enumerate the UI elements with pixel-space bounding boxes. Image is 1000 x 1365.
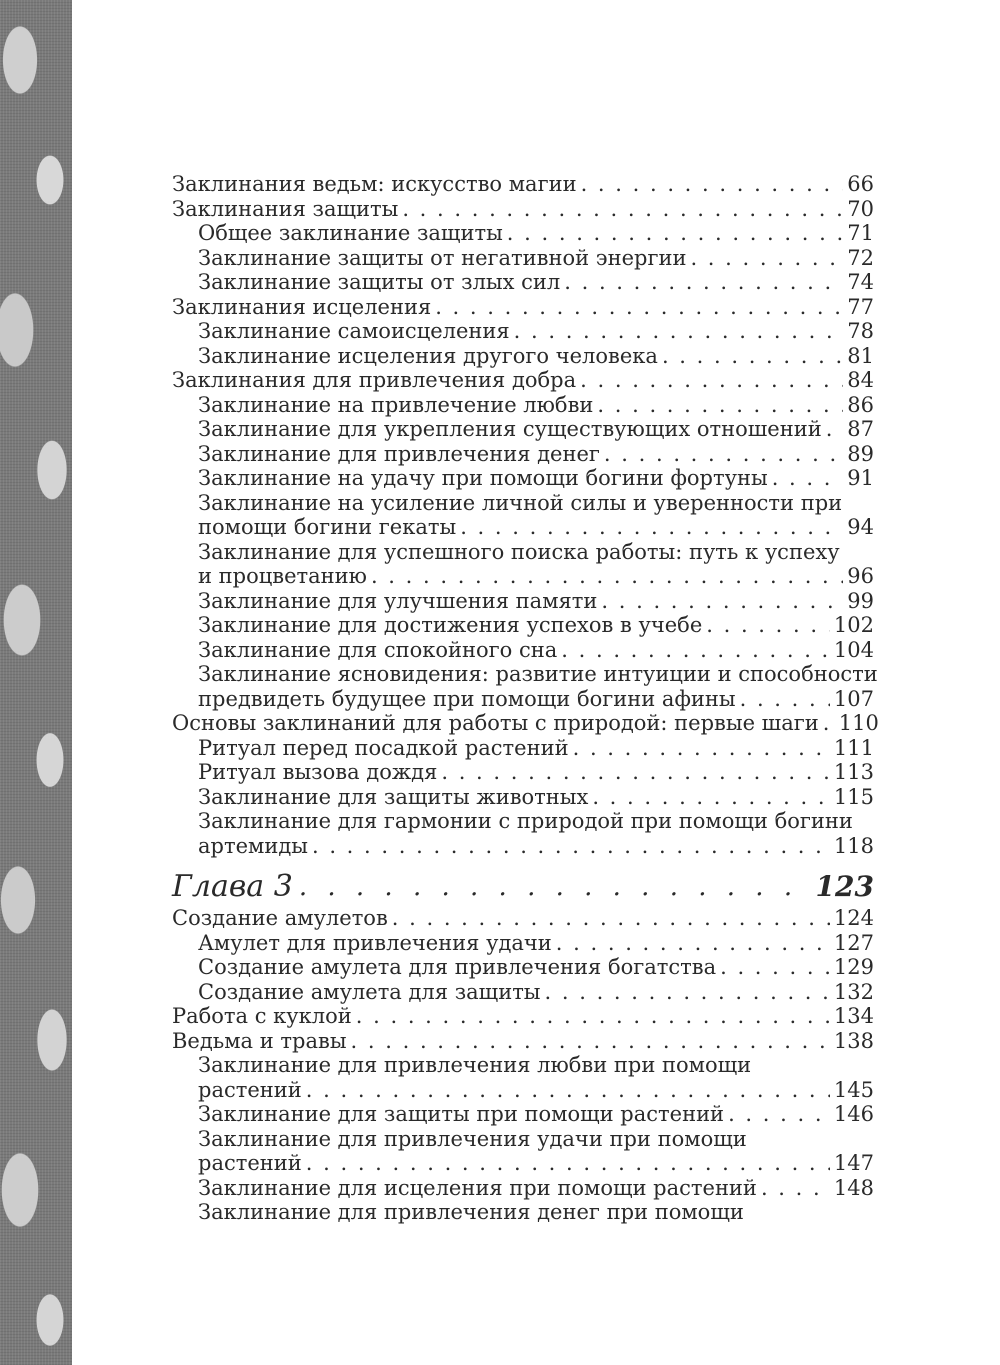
toc-entry[interactable] <box>172 540 874 589</box>
leader-dots <box>601 589 843 614</box>
toc-entry[interactable] <box>172 1200 874 1225</box>
toc-entry[interactable] <box>172 1127 874 1176</box>
toc-entry-continuation-line <box>198 687 874 712</box>
toc-entry-title: Заклинания ведьм: искусство магии <box>172 172 577 196</box>
leader-dots <box>580 368 843 393</box>
toc-entry[interactable] <box>172 931 874 956</box>
toc-entry-title: Заклинание на удачу при помощи богини фортуны <box>198 466 768 490</box>
leader-dots <box>435 295 843 320</box>
toc-entry[interactable] <box>172 736 874 761</box>
leader-dots <box>299 868 810 906</box>
toc-entry-page: 71 <box>847 221 874 245</box>
leader-dots <box>826 417 844 442</box>
toc-entry-page: 86 <box>847 392 874 417</box>
toc-entry-page: 134 <box>833 1004 874 1028</box>
leader-dots <box>392 906 830 931</box>
toc-section-2 <box>172 906 874 1225</box>
toc-entry-page: 107 <box>833 686 874 711</box>
toc-entry-page: 94 <box>847 515 874 539</box>
toc-entry-page: 72 <box>847 245 874 270</box>
toc-entry[interactable] <box>172 442 874 467</box>
toc-entry[interactable] <box>172 491 874 540</box>
toc-entry-title: Ритуал перед посадкой растений <box>198 735 569 760</box>
toc-entry-title: Заклинание исцеления другого человека <box>198 343 658 368</box>
toc-entry-title: Заклинание для привлечения денег <box>198 441 600 466</box>
toc-entry-title: Заклинание для укрепления существующих отношений <box>198 417 822 441</box>
toc-entry-page: 148 <box>833 1175 874 1200</box>
leader-dots <box>564 270 843 295</box>
toc-entry-page: 132 <box>833 979 874 1004</box>
leader-dots <box>597 393 843 418</box>
toc-entry-title: Общее заклинание защиты <box>198 221 503 245</box>
toc-entry-page: 124 <box>833 906 874 930</box>
toc-entry-page: 96 <box>847 564 874 588</box>
toc-entry-page: 89 <box>847 441 874 466</box>
leader-dots <box>823 711 835 736</box>
leader-dots <box>441 760 830 785</box>
toc-entry[interactable] <box>172 417 874 442</box>
toc-entry[interactable] <box>172 906 874 931</box>
toc-entry-page: 74 <box>847 270 874 294</box>
toc-section-1 <box>172 172 879 858</box>
leader-dots <box>761 1176 830 1201</box>
toc-entry-page: 81 <box>847 343 874 368</box>
toc-entry[interactable] <box>172 662 878 711</box>
toc-entry[interactable] <box>172 197 874 222</box>
leader-dots <box>545 980 830 1005</box>
toc-entry[interactable] <box>172 246 874 271</box>
toc-entry-title-continued: растений <box>198 1151 302 1175</box>
leader-dots <box>507 221 843 246</box>
leader-dots <box>306 1151 830 1176</box>
toc-entry-title: Заклинание для исцеления при помощи растений <box>198 1175 757 1200</box>
toc-entry[interactable] <box>172 1029 874 1054</box>
toc-entry-page: 104 <box>833 637 874 662</box>
toc-entry-title: Основы заклинаний для работы с природой: первые шаги <box>172 711 819 735</box>
toc-entry-title: Заклинание для привлечения удачи при помощи <box>198 1126 747 1151</box>
leader-dots <box>402 197 843 222</box>
toc-entry-page: 146 <box>833 1102 874 1126</box>
toc-entry-page: 115 <box>833 784 874 809</box>
toc-entry-page: 87 <box>847 417 874 441</box>
toc-entry-page: 147 <box>833 1151 874 1175</box>
leader-dots <box>581 172 844 197</box>
toc-entry-continuation-line <box>198 1078 874 1103</box>
leader-dots <box>720 955 830 980</box>
toc-entry-title: Амулет для привлечения удачи <box>198 930 552 955</box>
toc-entry-title: Заклинание для привлечения любви при помощи <box>198 1053 752 1077</box>
toc-entry-title: Ведьма и травы <box>172 1028 347 1053</box>
toc-entry-title: Заклинания для привлечения добра <box>172 368 577 392</box>
toc-entry-continuation-line <box>198 564 874 589</box>
toc-entry-title: Создание амулета для привлечения богатства <box>198 955 717 979</box>
toc-entry[interactable] <box>172 589 874 614</box>
toc-entry-title-continued: помощи богини гекаты <box>198 515 457 539</box>
toc-entry-title: Заклинания исцеления <box>172 294 432 319</box>
toc-entry[interactable] <box>172 221 874 246</box>
toc-entry-title: Заклинание для успешного поиска работы: путь к успеху <box>198 539 840 564</box>
toc-entry-title: Создание амулета для защиты <box>198 979 541 1004</box>
toc-entry[interactable] <box>172 955 874 980</box>
toc-entry-page: 70 <box>847 196 874 221</box>
leader-dots <box>312 834 830 859</box>
decorative-leaf-border <box>0 0 72 1365</box>
toc-entry-page: 127 <box>833 930 874 955</box>
toc-entry[interactable] <box>172 809 874 858</box>
toc-entry-title: Ритуал вызова дождя <box>198 760 438 784</box>
leader-dots <box>371 564 843 589</box>
toc-entry[interactable] <box>172 319 874 344</box>
leader-dots <box>740 687 830 712</box>
toc-entry-title: Заклинание ясновидения: развитие интуиции и способности <box>198 662 878 686</box>
toc-entry[interactable] <box>172 638 874 663</box>
leader-dots <box>514 319 844 344</box>
toc-entry[interactable] <box>172 270 874 295</box>
toc-entry-title: Заклинание для улучшения памяти <box>198 588 598 613</box>
toc-entry[interactable] <box>172 785 874 810</box>
toc-entry-page: 129 <box>833 955 874 979</box>
toc-entry-title: Заклинание для привлечения денег при помощи <box>198 1200 744 1224</box>
leader-dots <box>351 1029 830 1054</box>
table-of-contents <box>172 172 879 1225</box>
toc-entry[interactable] <box>172 760 874 785</box>
toc-entry-page: 113 <box>833 760 874 784</box>
toc-entry-title-continued: предвидеть будущее при помощи богини афины <box>198 686 736 711</box>
toc-entry[interactable] <box>172 368 874 393</box>
toc-entry[interactable] <box>172 344 874 369</box>
chapter-heading[interactable] <box>172 868 874 906</box>
leader-dots <box>690 246 843 271</box>
toc-entry[interactable] <box>172 172 874 197</box>
toc-entry-title: Заклинание для защиты животных <box>198 784 589 809</box>
toc-entry[interactable] <box>172 393 874 418</box>
toc-entry-page: 145 <box>833 1077 874 1102</box>
leader-dots <box>728 1102 830 1127</box>
toc-entry-page: 118 <box>833 833 874 858</box>
toc-entry-title: Заклинание самоисцеления <box>198 319 510 343</box>
toc-entry-page: 102 <box>833 613 874 637</box>
toc-entry[interactable] <box>172 980 874 1005</box>
leader-dots <box>561 638 830 663</box>
toc-entry-title: Заклинание на привлечение любви <box>198 392 594 417</box>
leader-dots <box>356 1004 830 1029</box>
leader-dots <box>592 785 830 810</box>
toc-entry[interactable] <box>172 295 874 320</box>
toc-entry-page: 78 <box>847 319 874 343</box>
toc-entry-continuation-line <box>198 834 874 859</box>
leader-dots <box>772 466 844 491</box>
toc-entry[interactable] <box>172 1102 874 1127</box>
toc-entry-title-continued: и процветанию <box>198 564 367 588</box>
toc-entry[interactable] <box>172 1176 874 1201</box>
toc-entry-continuation-line <box>198 1151 874 1176</box>
toc-entry-title: Заклинание для гармонии с природой при помощи богини <box>198 809 853 833</box>
toc-entry[interactable] <box>172 711 879 736</box>
leader-dots <box>460 515 843 540</box>
leader-dots <box>706 613 830 638</box>
toc-entry-page: 91 <box>847 466 874 490</box>
toc-entry-title: Заклинания защиты <box>172 196 399 221</box>
toc-entry[interactable] <box>172 466 874 491</box>
toc-entry-title: Заклинание для спокойного сна <box>198 637 558 662</box>
chapter-page: 123 <box>815 870 874 903</box>
toc-entry[interactable] <box>172 1004 874 1029</box>
toc-entry-page: 84 <box>847 368 874 392</box>
toc-entry-page: 99 <box>847 588 874 613</box>
toc-entry-title: Работа с куклой <box>172 1004 352 1028</box>
leader-dots <box>306 1078 830 1103</box>
chapter-title: Глава 3 <box>172 869 293 904</box>
toc-entry-title: Заклинание для достижения успехов в учебе <box>198 613 703 637</box>
toc-entry-page: 77 <box>847 294 874 319</box>
toc-entry-page: 66 <box>847 172 874 196</box>
toc-entry-page: 110 <box>838 711 879 735</box>
leader-dots <box>556 931 830 956</box>
toc-entry-page: 138 <box>833 1028 874 1053</box>
toc-entry-title: Заклинание защиты от злых сил <box>198 270 561 294</box>
toc-entry-page: 111 <box>833 735 874 760</box>
toc-entry-title: Создание амулетов <box>172 906 388 930</box>
toc-entry-title: Заклинание на усиление личной силы и уверенности при <box>198 490 843 515</box>
toc-entry[interactable] <box>172 1053 874 1102</box>
toc-entry-title: Заклинание защиты от негативной энергии <box>198 245 687 270</box>
toc-entry-title: Заклинание для защиты при помощи растений <box>198 1102 725 1126</box>
toc-entry-title-continued: растений <box>198 1077 302 1102</box>
toc-entry-title-continued: артемиды <box>198 833 308 858</box>
toc-entry[interactable] <box>172 613 874 638</box>
leader-dots <box>662 344 843 369</box>
toc-entry-continuation-line <box>198 515 874 540</box>
leader-dots <box>573 736 830 761</box>
leader-dots <box>604 442 843 467</box>
